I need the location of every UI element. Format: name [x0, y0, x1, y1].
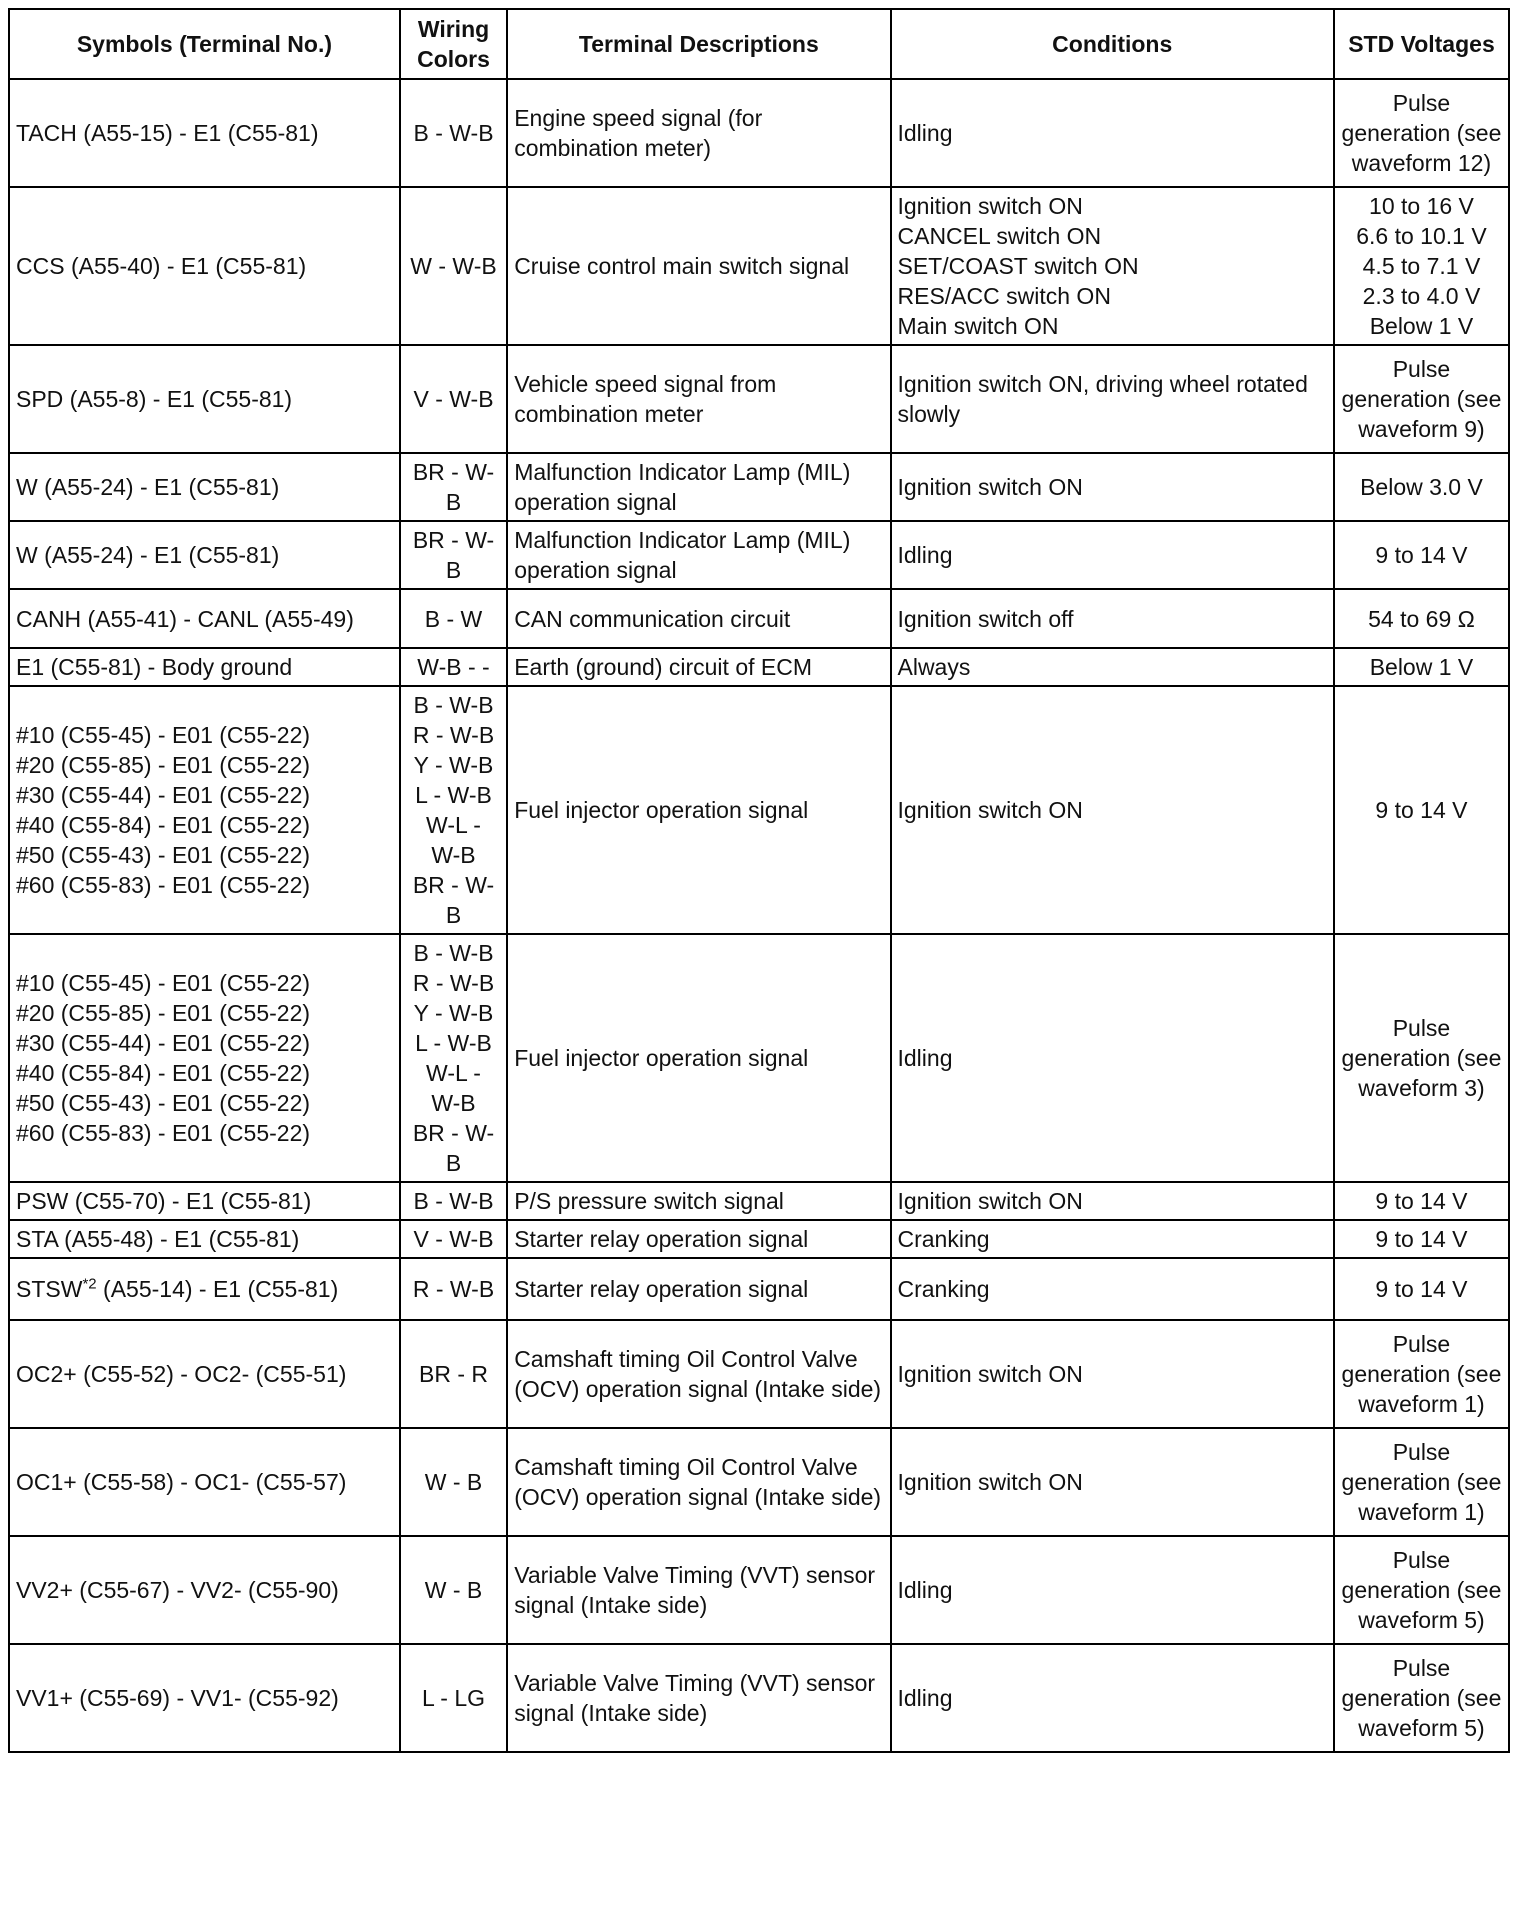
wiring-color-line: R - W-B	[412, 722, 495, 748]
symbol-cell	[9, 686, 400, 934]
symbol-text: OC2+ (C55-52) - OC2- (C55-51)	[16, 1361, 347, 1387]
table-row	[9, 648, 1509, 686]
wiring-color-cell	[400, 1258, 507, 1320]
wiring-color-line: R - W-B	[412, 970, 495, 996]
condition-cell	[891, 1536, 1334, 1644]
header-symbols: Symbols (Terminal No.)	[9, 9, 400, 79]
table-row	[9, 453, 1509, 521]
header-conditions: Conditions	[891, 9, 1334, 79]
symbol-line: #60 (C55-83) - E01 (C55-22)	[16, 1120, 311, 1146]
std-voltage-line: 9 to 14 V	[1375, 1226, 1468, 1252]
condition-cell	[891, 453, 1334, 521]
std-voltage-cell	[1334, 589, 1509, 648]
std-voltage-line: Below 1 V	[1369, 313, 1474, 339]
symbol-text: SPD (A55-8) - E1 (C55-81)	[16, 386, 293, 412]
terminal-description-cell	[507, 1258, 890, 1320]
symbol-cell	[9, 1258, 400, 1320]
std-voltage-line: Pulse generation (see waveform 9)	[1341, 356, 1508, 442]
condition-line: Ignition switch ON	[897, 797, 1083, 823]
symbol-text: STSW	[16, 1276, 83, 1302]
condition-cell	[891, 1320, 1334, 1428]
terminal-description-cell	[507, 1220, 890, 1258]
table-row	[9, 345, 1509, 453]
terminal-table-container	[8, 8, 1510, 1753]
condition-line: Ignition switch ON	[897, 1361, 1083, 1387]
header-wiring-colors: Wiring Colors	[400, 9, 507, 79]
std-voltage-cell	[1334, 79, 1509, 187]
std-voltage-line: Pulse generation (see waveform 1)	[1341, 1331, 1508, 1417]
table-row	[9, 1644, 1509, 1752]
wiring-color-line: B - W-B	[413, 940, 494, 966]
wiring-color-cell	[400, 686, 507, 934]
wiring-color-line: BR - W-B	[412, 872, 495, 928]
wiring-color-line: BR - W-B	[412, 527, 495, 583]
wiring-color-line: L - W-B	[415, 782, 492, 808]
std-voltage-cell	[1334, 648, 1509, 686]
wiring-color-line: B - W	[424, 605, 483, 632]
std-voltage-line: 9 to 14 V	[1375, 542, 1468, 568]
std-voltage-cell	[1334, 345, 1509, 453]
table-row	[9, 521, 1509, 589]
symbol-text: CANH (A55-41) - CANL (A55-49)	[16, 605, 354, 632]
std-voltage-cell	[1334, 187, 1509, 345]
table-row	[9, 934, 1509, 1182]
terminal-description-text: Cruise control main switch signal	[514, 253, 850, 279]
symbol-text: CCS (A55-40) - E1 (C55-81)	[16, 253, 307, 279]
table-row	[9, 1428, 1509, 1536]
symbol-text: VV1+ (C55-69) - VV1- (C55-92)	[16, 1685, 339, 1711]
table-row	[9, 79, 1509, 187]
symbol-text: OC1+ (C55-58) - OC1- (C55-57)	[16, 1469, 347, 1495]
condition-cell	[891, 1220, 1334, 1258]
std-voltage-cell	[1334, 1644, 1509, 1752]
terminal-description-text: Fuel injector operation signal	[514, 797, 809, 823]
condition-cell	[891, 79, 1334, 187]
condition-line: Idling	[897, 542, 953, 568]
std-voltage-cell	[1334, 1220, 1509, 1258]
symbol-line: #50 (C55-43) - E01 (C55-22)	[16, 1090, 311, 1116]
condition-cell	[891, 345, 1334, 453]
condition-line: SET/COAST switch ON	[897, 253, 1139, 279]
wiring-color-cell	[400, 79, 507, 187]
std-voltage-line: 9 to 14 V	[1375, 1276, 1468, 1302]
terminal-description-text: Variable Valve Timing (VVT) sensor signal (Intake side)	[514, 1562, 876, 1618]
std-voltage-line: Pulse generation (see waveform 5)	[1341, 1547, 1508, 1633]
terminal-description-cell	[507, 521, 890, 589]
wiring-color-line: W-B	[431, 1090, 476, 1116]
condition-line: RES/ACC switch ON	[897, 283, 1111, 309]
condition-line: Ignition switch ON	[897, 1469, 1083, 1495]
std-voltage-line: 54 to 69 Ω	[1368, 605, 1475, 632]
symbol-footnote-mark: *2	[82, 1275, 97, 1293]
symbol-line: #50 (C55-43) - E01 (C55-22)	[16, 842, 311, 868]
wiring-color-line: W-L -	[426, 1060, 481, 1086]
condition-line: Cranking	[897, 1276, 990, 1302]
condition-line: Ignition switch off	[897, 605, 1074, 632]
wiring-color-line: V - W-B	[413, 386, 494, 412]
symbol-cell	[9, 589, 400, 648]
terminal-description-text: Fuel injector operation signal	[514, 1045, 809, 1071]
condition-line: Ignition switch ON, driving wheel rotated slowly	[897, 371, 1315, 427]
wiring-color-cell	[400, 1644, 507, 1752]
std-voltage-cell	[1334, 453, 1509, 521]
condition-cell	[891, 1428, 1334, 1536]
symbol-cell	[9, 648, 400, 686]
terminal-description-cell	[507, 1182, 890, 1220]
terminal-description-cell	[507, 1428, 890, 1536]
std-voltage-line: Pulse generation (see waveform 3)	[1341, 1015, 1508, 1101]
symbol-cell	[9, 79, 400, 187]
symbol-text: VV2+ (C55-67) - VV2- (C55-90)	[16, 1577, 339, 1603]
std-voltage-line: Pulse generation (see waveform 1)	[1341, 1439, 1508, 1525]
terminal-description-cell	[507, 345, 890, 453]
table-row	[9, 686, 1509, 934]
terminal-description-cell	[507, 686, 890, 934]
table-row	[9, 187, 1509, 345]
table-row	[9, 1258, 1509, 1320]
symbol-line: #10 (C55-45) - E01 (C55-22)	[16, 970, 311, 996]
std-voltage-line: 6.6 to 10.1 V	[1356, 223, 1487, 249]
wiring-color-line: W-L -	[426, 812, 481, 838]
condition-line: Ignition switch ON	[897, 1188, 1083, 1214]
header-terminal-descriptions: Terminal Descriptions	[507, 9, 890, 79]
condition-line: Main switch ON	[897, 313, 1059, 339]
terminal-description-cell	[507, 648, 890, 686]
condition-line: Cranking	[897, 1226, 990, 1252]
symbol-text: (A55-14) - E1 (C55-81)	[96, 1276, 339, 1302]
condition-cell	[891, 589, 1334, 648]
symbol-cell	[9, 187, 400, 345]
symbol-line: #20 (C55-85) - E01 (C55-22)	[16, 1000, 311, 1026]
header-std-voltages: STD Voltages	[1334, 9, 1509, 79]
terminal-description-text: Vehicle speed signal from combination meter	[514, 371, 777, 427]
wiring-color-cell	[400, 453, 507, 521]
table-body	[9, 79, 1509, 1752]
std-voltage-cell	[1334, 521, 1509, 589]
wiring-color-cell	[400, 521, 507, 589]
terminal-description-cell	[507, 1320, 890, 1428]
wiring-color-line: W-B - -	[417, 654, 490, 680]
symbol-cell	[9, 521, 400, 589]
wiring-color-cell	[400, 187, 507, 345]
table-row	[9, 1182, 1509, 1220]
condition-cell	[891, 187, 1334, 345]
symbol-text: PSW (C55-70) - E1 (C55-81)	[16, 1188, 312, 1214]
symbol-text: TACH (A55-15) - E1 (C55-81)	[16, 120, 319, 146]
wiring-color-cell	[400, 589, 507, 648]
terminal-description-cell	[507, 1644, 890, 1752]
symbol-line: #20 (C55-85) - E01 (C55-22)	[16, 752, 311, 778]
condition-line: Idling	[897, 1685, 953, 1711]
symbol-cell	[9, 453, 400, 521]
condition-line: Ignition switch ON	[897, 193, 1083, 219]
symbol-line: #30 (C55-44) - E01 (C55-22)	[16, 1030, 311, 1056]
std-voltage-line: 9 to 14 V	[1375, 797, 1468, 823]
std-voltage-line: 2.3 to 4.0 V	[1362, 283, 1481, 309]
wiring-color-line: B - W-B	[413, 1188, 494, 1214]
symbol-cell	[9, 1428, 400, 1536]
symbol-line: #40 (C55-84) - E01 (C55-22)	[16, 1060, 311, 1086]
symbol-cell	[9, 345, 400, 453]
std-voltage-line: 10 to 16 V	[1369, 193, 1474, 219]
symbol-cell	[9, 1220, 400, 1258]
symbol-cell	[9, 1536, 400, 1644]
terminal-description-cell	[507, 934, 890, 1182]
symbol-text: W (A55-24) - E1 (C55-81)	[16, 474, 280, 500]
symbol-cell	[9, 1644, 400, 1752]
condition-cell	[891, 1644, 1334, 1752]
std-voltage-line: Below 3.0 V	[1360, 474, 1483, 500]
terminal-description-text: Starter relay operation signal	[514, 1276, 809, 1302]
symbol-text: W (A55-24) - E1 (C55-81)	[16, 542, 280, 568]
symbol-cell	[9, 934, 400, 1182]
wiring-color-line: V - W-B	[413, 1226, 494, 1252]
terminal-description-text: Earth (ground) circuit of ECM	[514, 654, 813, 680]
symbol-line: #10 (C55-45) - E01 (C55-22)	[16, 722, 311, 748]
condition-cell	[891, 1182, 1334, 1220]
table-row	[9, 589, 1509, 648]
std-voltage-cell	[1334, 1536, 1509, 1644]
wiring-color-cell	[400, 1536, 507, 1644]
table-row	[9, 1320, 1509, 1428]
wiring-color-line: BR - R	[419, 1361, 488, 1387]
wiring-color-line: W - W-B	[410, 253, 497, 279]
wiring-color-cell	[400, 934, 507, 1182]
terminal-description-text: CAN communication circuit	[514, 605, 791, 632]
terminal-description-text: P/S pressure switch signal	[514, 1188, 784, 1214]
condition-cell	[891, 934, 1334, 1182]
terminal-description-text: Starter relay operation signal	[514, 1226, 809, 1252]
condition-cell	[891, 521, 1334, 589]
terminal-description-text: Engine speed signal (for combination meter)	[514, 105, 763, 161]
condition-line: Idling	[897, 1045, 953, 1071]
condition-line: Ignition switch ON	[897, 474, 1083, 500]
terminal-description-text: Camshaft timing Oil Control Valve (OCV) operation signal (Intake side)	[514, 1454, 882, 1510]
wiring-color-line: R - W-B	[412, 1276, 495, 1302]
std-voltage-cell	[1334, 1320, 1509, 1428]
wiring-color-cell	[400, 1320, 507, 1428]
std-voltage-cell	[1334, 1182, 1509, 1220]
table-row	[9, 1536, 1509, 1644]
wiring-color-line: W - B	[424, 1469, 483, 1495]
terminal-description-cell	[507, 453, 890, 521]
symbol-cell	[9, 1182, 400, 1220]
std-voltage-line: Pulse generation (see waveform 5)	[1341, 1655, 1508, 1741]
wiring-color-line: Y - W-B	[413, 752, 494, 778]
wiring-color-cell	[400, 1428, 507, 1536]
wiring-color-line: Y - W-B	[413, 1000, 494, 1026]
symbol-line: #60 (C55-83) - E01 (C55-22)	[16, 872, 311, 898]
condition-line: Idling	[897, 1577, 953, 1603]
symbol-line: #40 (C55-84) - E01 (C55-22)	[16, 812, 311, 838]
std-voltage-line: Pulse generation (see waveform 12)	[1341, 90, 1508, 176]
symbol-text: STA (A55-48) - E1 (C55-81)	[16, 1226, 300, 1252]
ecm-terminal-table	[8, 8, 1510, 1753]
condition-line: Idling	[897, 120, 953, 146]
condition-cell	[891, 686, 1334, 934]
std-voltage-cell	[1334, 1428, 1509, 1536]
terminal-description-cell	[507, 589, 890, 648]
terminal-description-text: Variable Valve Timing (VVT) sensor signal (Intake side)	[514, 1670, 876, 1726]
std-voltage-cell	[1334, 1258, 1509, 1320]
symbol-text: E1 (C55-81) - Body ground	[16, 654, 293, 680]
std-voltage-line: Below 1 V	[1369, 654, 1474, 680]
wiring-color-cell	[400, 648, 507, 686]
wiring-color-line: W - B	[424, 1577, 483, 1603]
wiring-color-line: BR - W-B	[412, 459, 495, 515]
header-row	[9, 9, 1509, 79]
symbol-cell	[9, 1320, 400, 1428]
wiring-color-line: L - LG	[421, 1685, 486, 1711]
wiring-color-line: B - W-B	[413, 692, 494, 718]
terminal-description-text: Malfunction Indicator Lamp (MIL) operation signal	[514, 527, 851, 583]
symbol-line: #30 (C55-44) - E01 (C55-22)	[16, 782, 311, 808]
terminal-description-text: Camshaft timing Oil Control Valve (OCV) operation signal (Intake side)	[514, 1346, 882, 1402]
condition-cell	[891, 648, 1334, 686]
wiring-color-line: B - W-B	[413, 120, 494, 146]
wiring-color-cell	[400, 1220, 507, 1258]
wiring-color-cell	[400, 345, 507, 453]
wiring-color-line: W-B	[431, 842, 476, 868]
condition-cell	[891, 1258, 1334, 1320]
terminal-description-text: Malfunction Indicator Lamp (MIL) operation signal	[514, 459, 851, 515]
terminal-description-cell	[507, 1536, 890, 1644]
std-voltage-line: 4.5 to 7.1 V	[1362, 253, 1481, 279]
terminal-description-cell	[507, 187, 890, 345]
condition-line: CANCEL switch ON	[897, 223, 1102, 249]
std-voltage-cell	[1334, 934, 1509, 1182]
table-row	[9, 1220, 1509, 1258]
std-voltage-line: 9 to 14 V	[1375, 1188, 1468, 1214]
wiring-color-cell	[400, 1182, 507, 1220]
condition-line: Always	[897, 654, 971, 680]
terminal-description-cell	[507, 79, 890, 187]
wiring-color-line: L - W-B	[415, 1030, 492, 1056]
wiring-color-line: BR - W-B	[412, 1120, 495, 1176]
std-voltage-cell	[1334, 686, 1509, 934]
